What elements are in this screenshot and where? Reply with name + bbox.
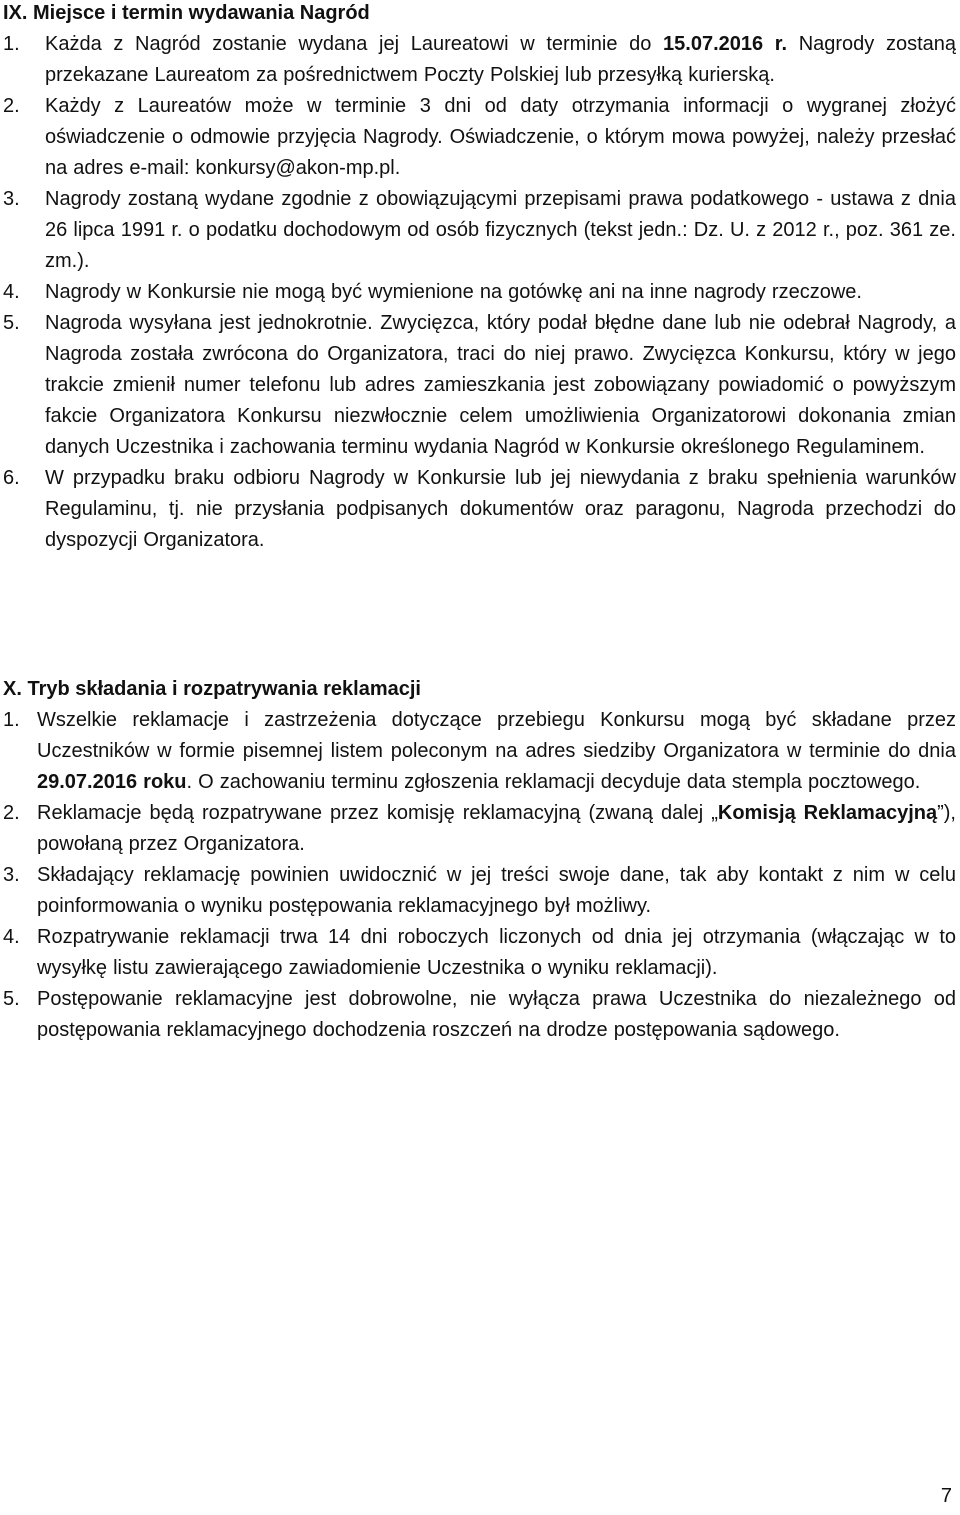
clause-number: 6. [3, 467, 20, 489]
clause-text: Składający reklamację powinien uwidocznić w jej treści swoje dane, tak aby kontakt z nim w celu poinformowania o wyniku postępowania reklamacyjnego był możliwy. [37, 864, 956, 917]
clause-number: 1. [3, 33, 20, 55]
clause-number: 4. [3, 281, 20, 303]
clause-text: Każda z Nagród zostanie wydana jej Laureatowi w terminie do [45, 33, 664, 55]
clause-text: ”), powołaną przez Organizatora. [37, 802, 956, 855]
clause-item [0, 308, 960, 463]
clause-number: 5. [3, 988, 20, 1010]
clause-number: 2. [3, 802, 20, 824]
clause-number: 5. [3, 312, 20, 334]
clause-text: Rozpatrywanie reklamacji trwa 14 dni roboczych liczonych od dnia jej otrzymania (włączając w to wysyłkę listu zawierającego zawiadomienie Uczestnika o wyniku reklamacji). [37, 926, 956, 979]
clause-text: W przypadku braku odbioru Nagrody w Konkursie lub jej niewydania z braku spełnienia warunków Regulaminu, tj. nie przysłania podpisanych dokumentów oraz paragonu, Nagroda przechodzi do dyspozycji Organizatora. [45, 467, 956, 551]
clause-bold-date: 29.07.2016 roku [37, 771, 187, 793]
clause-item [0, 91, 960, 184]
clause-item [0, 463, 960, 556]
clause-item [0, 29, 960, 91]
clause-list [0, 705, 960, 1046]
clause-text: Nagrody w Konkursie nie mogą być wymienione na gotówkę ani na inne nagrody rzeczowe. [45, 281, 862, 303]
clause-number: 4. [3, 926, 20, 948]
clause-number: 3. [3, 864, 20, 886]
clause-item [0, 860, 960, 922]
clause-number: 2. [3, 95, 20, 117]
clause-item [0, 984, 960, 1046]
clause-list [0, 29, 960, 556]
clause-text: Każdy z Laureatów może w terminie 3 dni od daty otrzymania informacji o wygranej złożyć oświadczenie o odmowie przyjęcia Nagrody. Oświadczenie, o którym mowa powyżej, należy przesłać na adres e-mail: konkursy@akon-mp.pl. [45, 95, 956, 179]
clause-number: 1. [3, 709, 20, 731]
clause-text: Reklamacje będą rozpatrywane przez komisję reklamacyjną (zwaną dalej „ [37, 802, 718, 824]
clause-text: Nagrody zostaną przekazane Laureatom za pośrednictwem Poczty Polskiej lub przesyłką kurierską. [45, 33, 956, 86]
clause-item [0, 705, 960, 798]
clause-text: . O zachowaniu terminu zgłoszenia reklamacji decyduje data stempla pocztowego. [186, 771, 921, 793]
clause-bold-term: Komisją Reklamacyjną [717, 802, 938, 824]
clause-item [0, 798, 960, 860]
clause-text: Nagrody zostaną wydane zgodnie z obowiązującymi przepisami prawa podatkowego - ustawa z dnia 26 lipca 1991 r. o podatku dochodowym od osób fizycznych (tekst jedn.: Dz. U. z 2012 r., poz. 361 ze. zm.). [45, 188, 956, 272]
section-prize-delivery [0, 0, 960, 556]
clause-item [0, 922, 960, 984]
section-title: X. Tryb składania i rozpatrywania reklamacji [3, 678, 421, 700]
clause-text: Postępowanie reklamacyjne jest dobrowolne, nie wyłącza prawa Uczestnika do niezależnego od postępowania reklamacyjnego dochodzenia roszczeń na drodze postępowania sądowego. [37, 988, 956, 1041]
clause-bold-date: 15.07.2016 r. [663, 33, 788, 55]
clause-item [0, 184, 960, 277]
section-title: IX. Miejsce i termin wydawania Nagród [3, 2, 370, 24]
clause-text: Nagroda wysyłana jest jednokrotnie. Zwycięzca, który podał błędne dane lub nie odebrał Nagrody, a Nagroda została zwrócona do Organizatora, traci do niej prawo. Zwycięzca Konkursu, który w jego trakcie zmienił numer telefonu lub adres zamieszkania jest zobowiązany powiadomić o powyższym fakcie Organizatora Konkursu niezwłocznie celem umożliwienia Organizatorowi dokonania zmian danych Uczestnika i zachowania terminu wydania Nagród w Konkursie określonego Regulaminem. [45, 312, 956, 458]
clause-item [0, 277, 960, 308]
clause-number: 3. [3, 188, 20, 210]
clause-text: Wszelkie reklamacje i zastrzeżenia dotyczące przebiegu Konkursu mogą być składane przez Uczestników w formie pisemnej listem poleconym na adres siedziby Organizatora w terminie do dnia [37, 709, 956, 762]
page-number: 7 [940, 1485, 952, 1507]
section-complaints [0, 674, 960, 1046]
